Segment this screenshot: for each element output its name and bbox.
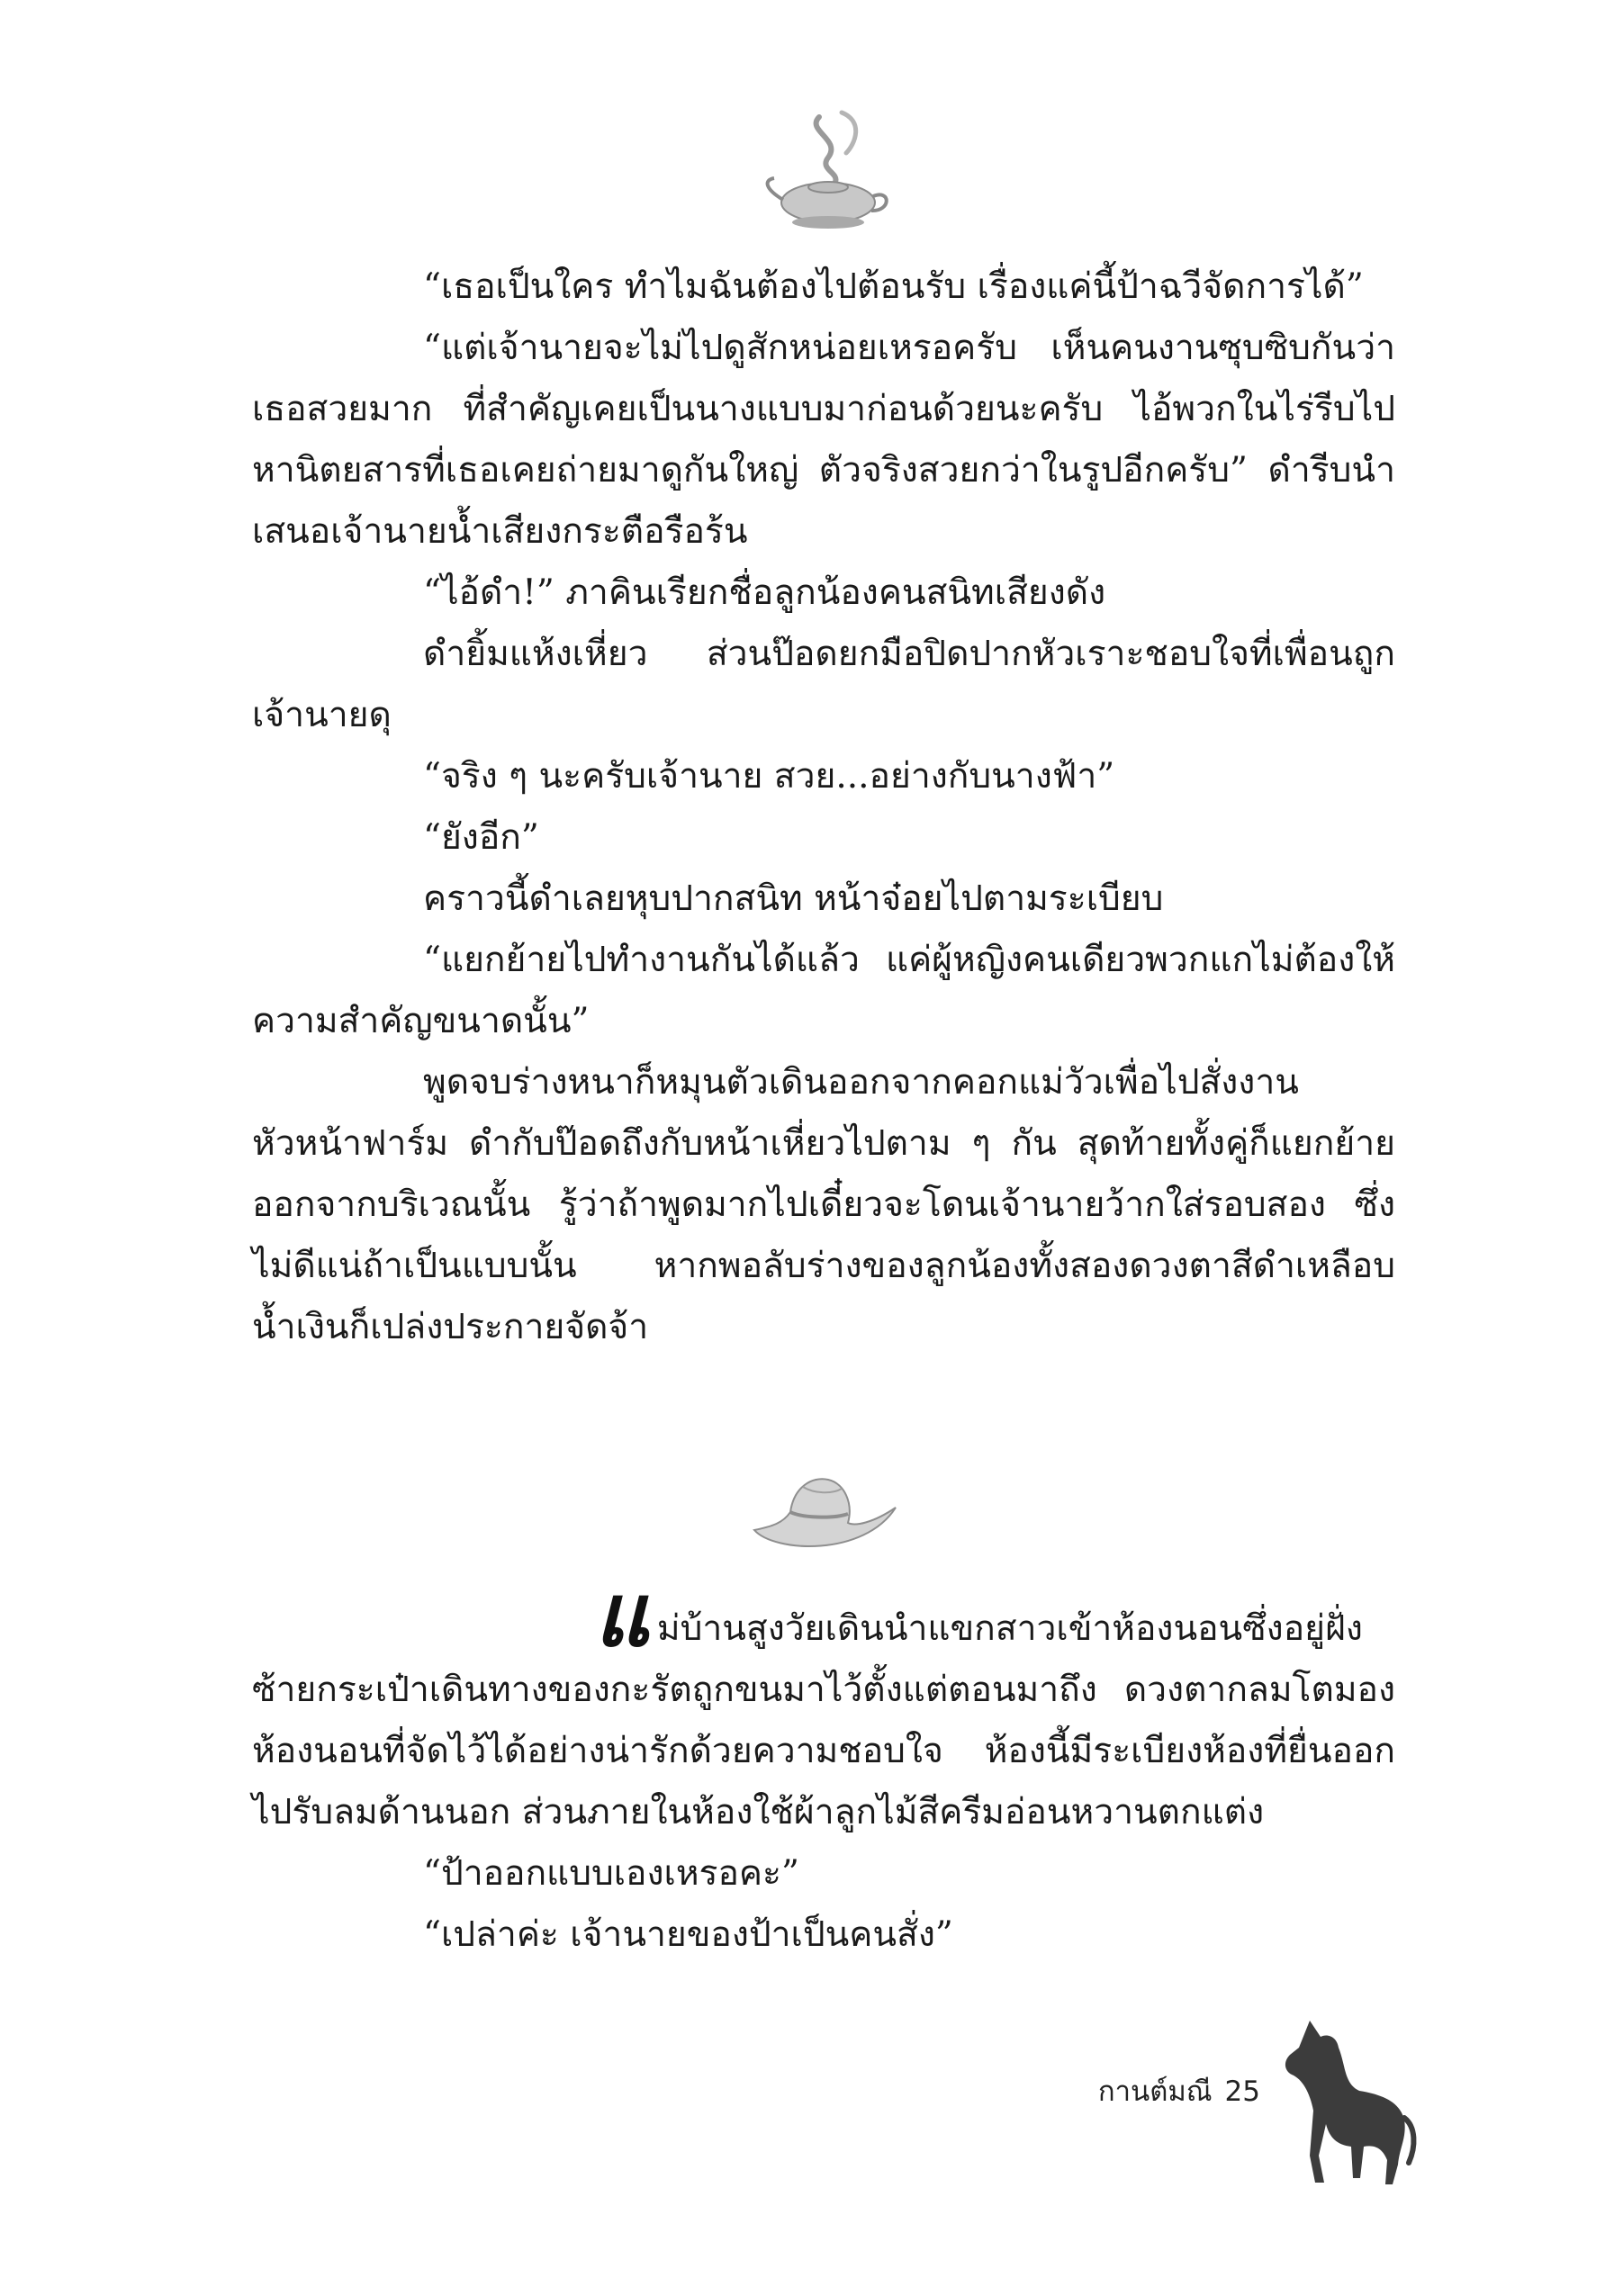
paragraph-with-dropcap: [252, 1564, 1395, 1843]
paragraph: “เปล่าค่ะ เจ้านายของป้าเป็นคนสั่ง”: [423, 1914, 953, 1955]
drop-cap: แ: [594, 1564, 650, 1666]
cowboy-hat-icon: [747, 1467, 900, 1562]
author-name: กานต์มณี: [1097, 2075, 1213, 2108]
paragraph: “แยกย้ายไปทำงานกันได้แล้ว แค่ผู้หญิงคนเดียวพวกแกไม่ต้องให้ความสำคัญขนาดนั้น”: [252, 940, 1395, 1041]
paragraph: ดำยิ้มแห้งเหี่ยว ส่วนป๊อดยกมือปิดปากหัวเราะชอบใจที่เพื่อนถูกเจ้านายดุ: [252, 634, 1395, 735]
paragraph: “เธอเป็นใคร ทำไมฉันต้องไปต้อนรับ เรื่องแค่นี้ป้าฉวีจัดการได้”: [423, 266, 1364, 307]
paragraph: คราวนี้ดำเลยหุบปากสนิท หน้าจ๋อยไปตามระเบียบ: [423, 878, 1164, 919]
paragraph-text: ม่บ้านสูงวัยเดินนำแขกสาวเข้าห้องนอนซึ่งอยู่ฝั่งซ้ายกระเป๋าเดินทางของกะรัตถูกขนมาไว้ตั้งแต่ตอนมาถึง ดวงตากลมโตมองห้องนอนที่จัดไว้ได้อย่างน่ารักด้วยความชอบใจ ห้องนี้มีระเบียงห้องที่ยื่นออกไปรับลมด้านนอก ส่วนภายในห้องใช้ผ้าลูกไม้สีครีมอ่อนหวานตกแต่ง: [252, 1608, 1395, 1832]
page-footer: [1017, 2068, 1260, 2113]
paragraph: “แต่เจ้านายจะไม่ไปดูสักหน่อยเหรอครับ เห็นคนงานซุบซิบกันว่าเธอสวยมาก ที่สำคัญเคยเป็นนางแบบมาก่อนด้วยนะครับ ไอ้พวกในไร่รีบไปหานิตยสารที่เธอเคยถ่ายมาดูกันใหญ่ ตัวจริงสวยกว่าในรูปอีกครับ” ดำรีบนำเสนอเจ้านายน้ำเสียงกระตือรือร้น: [252, 328, 1395, 552]
paragraph: “ยังอีก”: [423, 817, 539, 858]
paragraph: “จริง ๆ นะครับเจ้านาย สวย...อย่างกับนางฟ้า”: [423, 756, 1115, 797]
text-section-bottom: [252, 1564, 1395, 1966]
page-number: 25: [1224, 2075, 1260, 2108]
text-section-top: [252, 257, 1395, 1358]
paragraph: “ป้าออกแบบเองเหรอคะ”: [423, 1853, 799, 1894]
paragraph: พูดจบร่างหนาก็หมุนตัวเดินออกจากคอกแม่วัวเพื่อไปสั่งงานหัวหน้าฟาร์ม ดำกับป๊อดถึงกับหน้าเหี่ยวไปตาม ๆ กัน สุดท้ายทั้งคู่ก็แยกย้ายออกจากบริเวณนั้น รู้ว่าถ้าพูดมากไปเดี๋ยวจะโดนเจ้านายว้ากใส่รอบสอง ซึ่งไม่ดีแน่ถ้าเป็นแบบนั้น หากพอลับร่างของลูกน้องทั้งสองดวงตาสีดำเหลือบน้ำเงินก็เปล่งประกายจัดจ้า: [252, 1062, 1395, 1347]
teapot-icon: [756, 99, 900, 234]
horse-icon: [1274, 2012, 1418, 2187]
paragraph: “ไอ้ดำ!” ภาคินเรียกชื่อลูกน้องคนสนิทเสียงดัง: [423, 572, 1106, 613]
